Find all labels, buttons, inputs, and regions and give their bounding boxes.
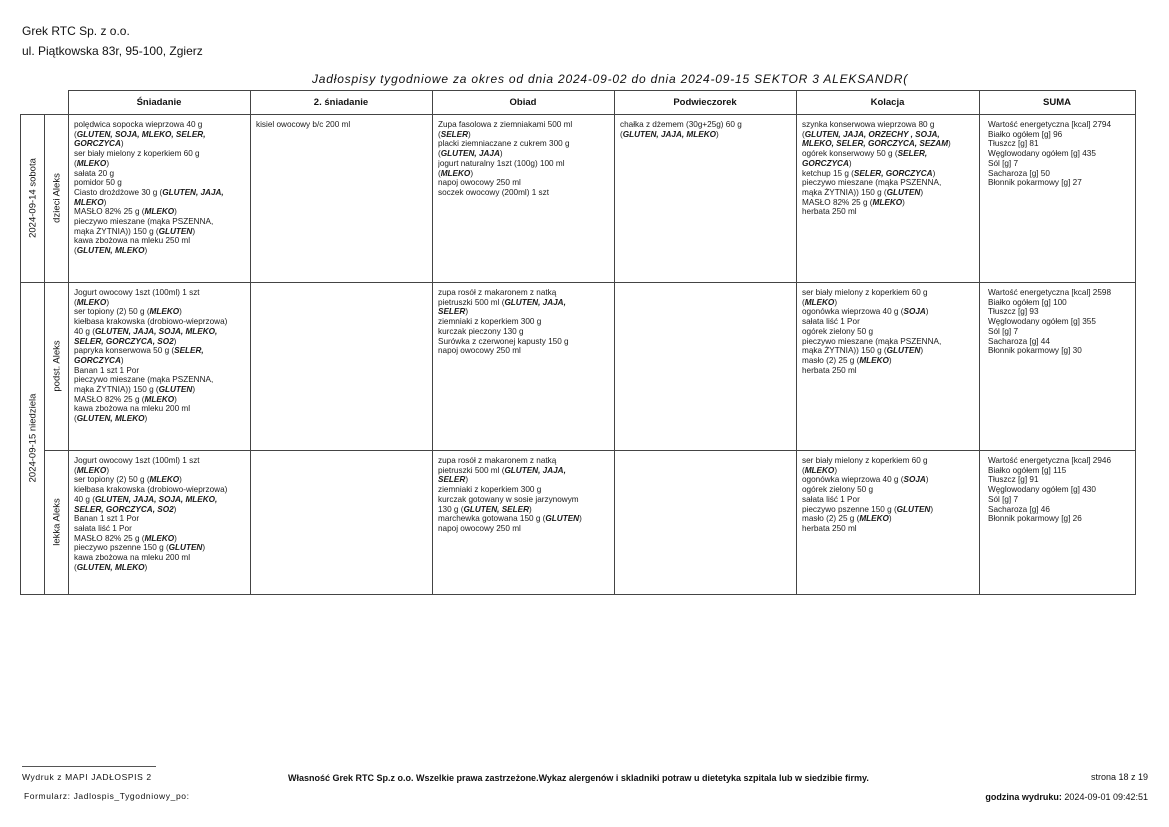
column-header-sniadanie: Śniadanie [136, 96, 182, 108]
meal-cell-sniadanie: Jogurt owocowy 1szt (100ml) 1 szt (MLEKO) ser topiony (2) 50 g (MLEKO) kiełbasa krakowska (drobiowo-wieprzowa) 40 g (GLUTEN, JAJA, SOJA, MLEKO, SELER, GORCZYCA, SO2) Banan 1 szt 1 Por sałata liść 1 Por MASŁO 82% 25 g (MLEKO) pieczywo pszenne 150 g (GLUTEN) kawa zbożowa na mleku 200 ml (GLUTEN, MLEKO) [74, 456, 228, 572]
meal-cell-sniadanie: Jogurt owocowy 1szt (100ml) 1 szt (MLEKO) ser topiony (2) 50 g (MLEKO) kiełbasa krakowska (drobiowo-wieprzowa) 40 g (GLUTEN, JAJA, SOJA, MLEKO, SELER, GORCZYCA, SO2) papryka konserwowa 50 g (SELER, GORCZYCA) Banan 1 szt 1 Por pieczywo mieszane (mąka PSZENNA, mąka ŻYTNIA)) 150 g (GLUTEN) MASŁO 82% 25 g (MLEKO) kawa zbożowa na mleku 200 ml (GLUTEN, MLEKO) [74, 288, 228, 424]
day-label: 2024-09-15 niedziela [27, 393, 39, 483]
meal-cell-sniadanie2 [256, 288, 430, 448]
summary-cell: Wartość energetyczna [kcal] 2794 Białko ogółem [g] 96 Tłuszcz [g] 81 Węglowodany ogółem [g] 435 Sól [g] 7 Sacharoza [g] 50 Błonnik pokarmowy [g] 27 [988, 120, 1112, 188]
column-header-kolacja: Kolacja [870, 96, 905, 108]
meal-cell-kolacja: ser biały mielony z koperkiem 60 g (MLEKO) ogonówka wieprzowa 40 g (SOJA) sałata liść 1 Por ogórek zielony 50 g pieczywo mieszane (mąka PSZENNA, mąka ŻYTNIA)) 150 g (GLUTEN) masło (2) 25 g (MLEKO) herbata 250 ml [802, 288, 942, 375]
print-time-value: 2024-09-01 09:42:51 [1064, 792, 1148, 802]
print-time [900, 792, 1148, 802]
meal-cell-obiad: zupa rosół z makaronem z natką pietruszki 500 ml (GLUTEN, JAJA, SELER) ziemniaki z koperkiem 300 g kurczak pieczony 130 g Surówka z czerwonej kapusty 150 g napoj owocowy 250 ml [438, 288, 569, 356]
footer-divider [22, 766, 156, 767]
footer-printed-from: Wydruk z MAPI JADŁOSPIS 2 [22, 772, 152, 782]
column-header-suma: SUMA [1043, 96, 1071, 108]
diet-label: dzieci Aleks [51, 173, 63, 223]
meal-cell-sniadanie2: kisiel owocowy b/c 200 ml [256, 120, 351, 129]
column-header-podwieczorek: Podwieczorek [673, 96, 737, 108]
meal-cell-podwieczorek: chałka z dżemem (30g+25g) 60 g (GLUTEN, JAJA, MLEKO) [620, 120, 742, 139]
meal-cell-kolacja: ser biały mielony z koperkiem 60 g (MLEKO) ogonówka wieprzowa 40 g (SOJA) ogórek zielony 50 g sałata liść 1 Por pieczywo pszenne 150 g (GLUTEN) masło (2) 25 g (MLEKO) herbata 250 ml [802, 456, 934, 533]
meal-cell-sniadanie: polędwica sopocka wieprzowa 40 g (GLUTEN, SOJA, MLEKO, SELER, GORCZYCA) ser biały mielony z koperkiem 60 g (MLEKO) sałata 20 g pomidor 50 g Ciasto drożdżowe 30 g (GLUTEN, JAJA, MLEKO) MASŁO 82% 25 g (MLEKO) pieczywo mieszane (mąka PSZENNA, mąka ŻYTNIA)) 150 g (GLUTEN) kawa zbożowa na mleku 250 ml (GLUTEN, MLEKO) [74, 120, 224, 256]
meal-cell-obiad: zupa rosół z makaronem z natką pietruszki 500 ml (GLUTEN, JAJA, SELER) ziemniaki z koperkiem 300 g kurczak gotowany w sosie jarzynowym 130 g (GLUTEN, SELER) marchewka gotowana 150 g (GLUTEN) napoj owocowy 250 ml [438, 456, 582, 533]
column-header-sniadanie2: 2. śniadanie [313, 96, 369, 108]
meal-cell-sniadanie2 [256, 456, 430, 593]
meal-cell-obiad: Zupa fasolowa z ziemniakami 500 ml (SELER) placki ziemniaczane z cukrem 300 g (GLUTEN, JAJA) jogurt naturalny 1szt (100g) 100 ml (MLEKO) napoj owocowy 250 ml soczek owocowy (200ml) 1 szt [438, 120, 573, 197]
print-time-label: godzina wydruku: [985, 792, 1062, 802]
page-number: strona 18 z 19 [1090, 772, 1148, 782]
company-name: Grek RTC Sp. z o.o. [22, 24, 130, 38]
summary-cell: Wartość energetyczna [kcal] 2598 Białko ogółem [g] 100 Tłuszcz [g] 93 Węglowodany ogółem [g] 355 Sól [g] 7 Sacharoza [g] 44 Błonnik pokarmowy [g] 30 [988, 288, 1112, 356]
footer-ownership: Własność Grek RTC Sp.z o.o. Wszelkie prawa zastrzeżone.Wykaz alergenów i skladniki potraw u dietetyka szpitala lub w siedzibie firmy. [288, 773, 869, 783]
meal-cell-podwieczorek [620, 288, 794, 448]
column-header-obiad: Obiad [509, 96, 537, 108]
footer-form: Formularz: Jadlospis_Tygodniowy_po: [24, 791, 190, 801]
company-address: ul. Piątkowska 83r, 95-100, Zgierz [22, 44, 203, 58]
diet-label: podst. Aleks [51, 340, 63, 392]
day-label: 2024-09-14 sobota [27, 158, 39, 238]
diet-label: lekka Aleks [51, 498, 63, 546]
document-title: Jadłospisy tygodniowe za okres od dnia 2024-09-02 do dnia 2024-09-15 SEKTOR 3 ALEKSANDR( [312, 72, 909, 86]
meal-cell-podwieczorek [620, 456, 794, 593]
meal-cell-kolacja: szynka konserwowa wieprzowa 80 g (GLUTEN, JAJA, ORZECHY , SOJA, MLEKO, SELER, GORCZYCA, SEZAM) ogórek konserwowy 50 g (SELER, GORCZYCA) ketchup 15 g (SELER, GORCZYCA) pieczywo mieszane (mąka PSZENNA, mąka ŻYTNIA)) 150 g (GLUTEN) MASŁO 82% 25 g (MLEKO) herbata 250 ml [802, 120, 951, 217]
summary-cell: Wartość energetyczna [kcal] 2946 Białko ogółem [g] 115 Tłuszcz [g] 91 Węglowodany ogółem [g] 430 Sól [g] 7 Sacharoza [g] 46 Błonnik pokarmowy [g] 26 [988, 456, 1112, 524]
